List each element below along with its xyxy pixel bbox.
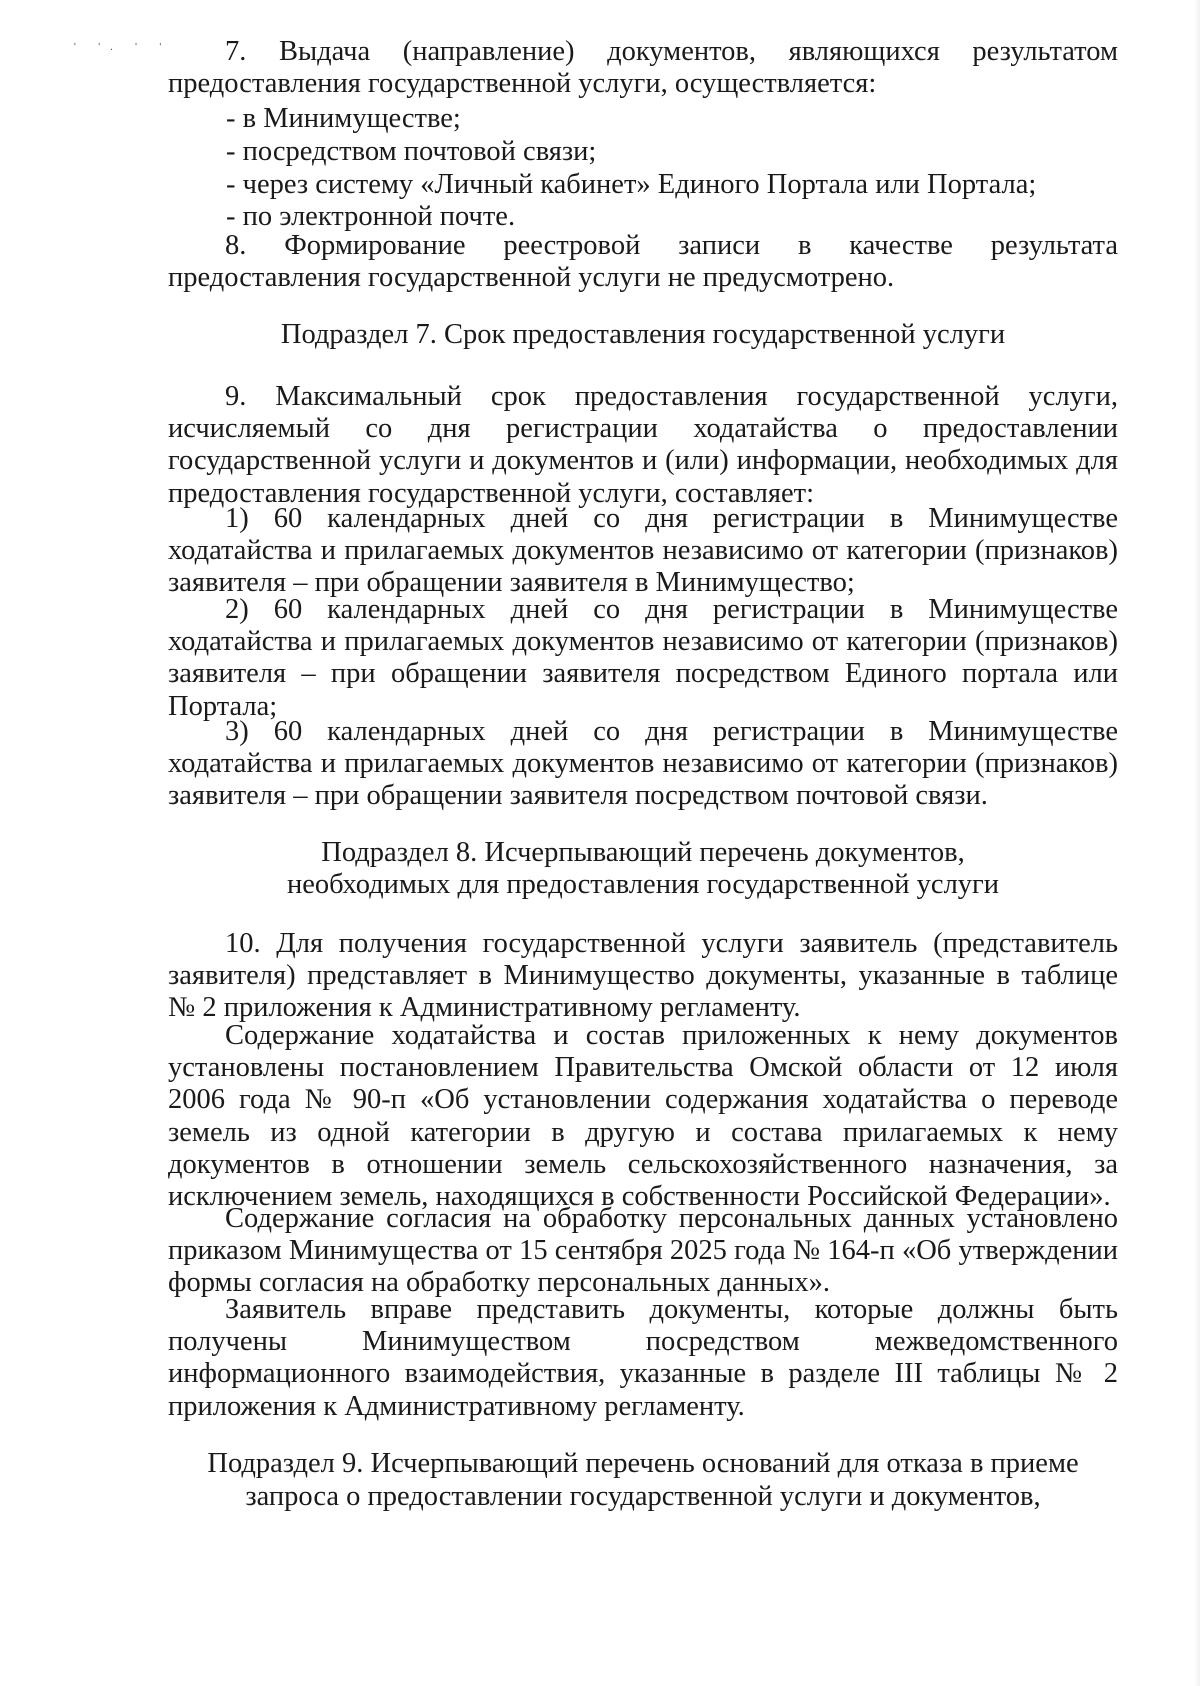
list-item-ministry: - в Минимуществе;	[226, 103, 461, 134]
paragraph-7: 7. Выдача (направление) документов, являющихся результатом предоставления государственной услуги, осуществляется:	[168, 36, 1118, 100]
subsection-8-heading-line2: необходимых для предоставления государственной услуги	[286, 869, 999, 900]
scan-edge	[1194, 0, 1200, 1686]
subsection-8-heading-line1: Подраздел 8. Исчерпывающий перечень документов,	[321, 837, 965, 868]
paragraph-9-item-2: 2) 60 календарных дней со дня регистрации в Минимуществе ходатайства и прилагаемых документов независимо от категории (признаков) заявителя – при обращении заявителя посредством Единого портала или Портала;	[168, 594, 1118, 722]
paragraph-10: 10. Для получения государственной услуги заявитель (представитель заявителя) представляет в Минимущество документы, указанные в таблице № 2 приложения к Административному регламенту.	[168, 928, 1118, 1024]
subsection-9-heading-line2: запроса о предоставлении государственной услуги и документов,	[245, 1481, 1041, 1512]
subsection-9-heading-line1: Подраздел 9. Исчерпывающий перечень оснований для отказа в приеме	[207, 1448, 1079, 1479]
paragraph-10-interagency: Заявитель вправе представить документы, которые должны быть получены Минимуществом посредством межведомственного информационного взаимодействия, указанные в разделе III таблицы № 2 приложения к Административному регламенту.	[168, 1294, 1118, 1422]
paragraph-9: 9. Максимальный срок предоставления государственной услуги, исчисляемый со дня регистрации ходатайства о предоставлении государственной услуги и документов и (или) информации, необходимых для предоставления государственной услуги, составляет:	[168, 381, 1118, 509]
list-item-email: - по электронной почте.	[226, 201, 516, 232]
paragraph-8: 8. Формирование реестровой записи в качестве результата предоставления государственной услуги не предусмотрено.	[168, 230, 1118, 294]
paragraph-9-item-3: 3) 60 календарных дней со дня регистрации в Минимуществе ходатайства и прилагаемых документов независимо от категории (признаков) заявителя – при обращении заявителя посредством почтовой связи.	[168, 716, 1118, 812]
list-item-post: - посредством почтовой связи;	[226, 136, 597, 167]
list-item-personal-cabinet: - через систему «Личный кабинет» Единого Портала или Портала;	[226, 169, 1037, 200]
paragraph-9-item-1: 1) 60 календарных дней со дня регистрации в Минимуществе ходатайства и прилагаемых документов независимо от категории (признаков) заявителя – при обращении заявителя в Минимущество;	[168, 503, 1118, 599]
subsection-7-heading: Подраздел 7. Срок предоставления государственной услуги	[280, 319, 1006, 350]
paragraph-10-petition-content: Содержание ходатайства и состав приложенных к нему документов установлены постановлением Правительства Омской области от 12 июля 2006 года № 90-п «Об установлении содержания ходатайства о переводе земель из одной категории в другую и состава прилагаемых к нему документов в отношении земель сельскохозяйственного назначения, за исключением земель, находящихся в собственности Российской Федерации».	[168, 1020, 1118, 1213]
scan-specks: ' '. ' '	[74, 42, 172, 53]
paragraph-10-consent: Содержание согласия на обработку персональных данных установлено приказом Минимущества от 15 сентября 2025 года № 164-п «Об утверждении формы согласия на обработку персональных данных».	[168, 1203, 1118, 1299]
